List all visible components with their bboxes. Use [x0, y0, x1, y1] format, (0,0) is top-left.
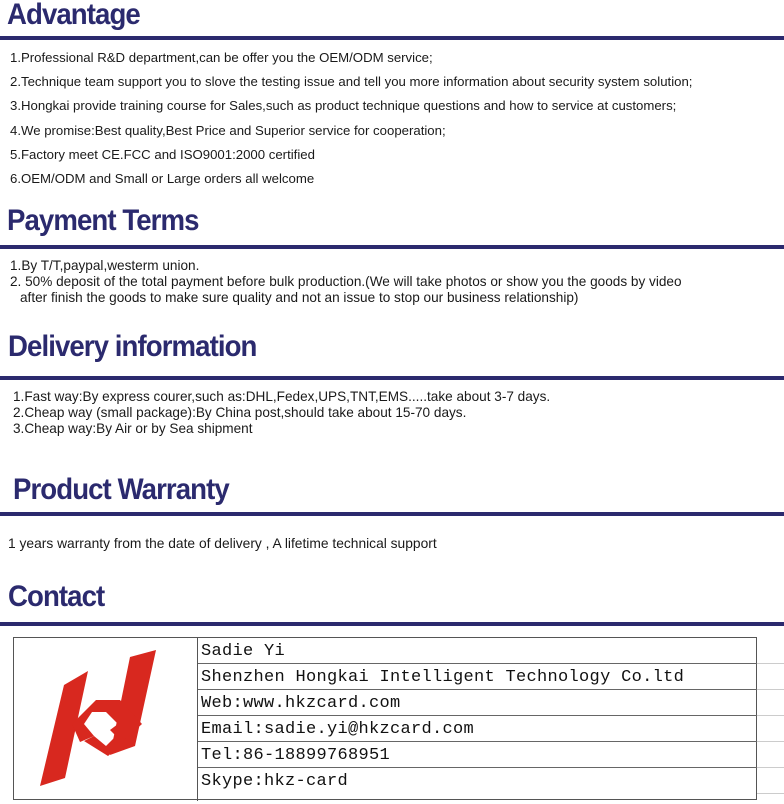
payment-divider	[0, 245, 784, 249]
list-item: 6.OEM/ODM and Small or Large orders all welcome	[10, 170, 315, 186]
grid-lines	[757, 637, 784, 800]
contact-web[interactable]: Web:www.hkzcard.com	[198, 690, 758, 716]
contact-phone: Tel:86-18899768951	[198, 742, 758, 768]
warranty-divider	[0, 512, 784, 516]
contact-name: Sadie Yi	[198, 638, 758, 664]
payment-list	[0, 258, 682, 307]
contact-divider	[0, 622, 784, 626]
list-item: 2.Cheap way (small package):By China post,should take about 15-70 days.	[13, 405, 467, 420]
delivery-heading: Delivery information	[8, 330, 257, 363]
warranty-heading: Product Warranty	[13, 473, 229, 506]
list-item: 4.We promise:Best quality,Best Price and Superior service for cooperation;	[10, 122, 446, 138]
contact-card	[13, 637, 757, 800]
list-item: 2. 50% deposit of the total payment before bulk production.(We will take photos or show you the goods by video	[10, 274, 682, 290]
list-item: 3.Cheap way:By Air or by Sea shipment	[13, 421, 253, 436]
contact-company: Shenzhen Hongkai Intelligent Technology Co.ltd	[198, 664, 758, 690]
contact-skype: Skype:hkz-card	[201, 772, 349, 791]
delivery-divider	[0, 376, 784, 380]
advantage-heading: Advantage	[7, 0, 140, 31]
list-item: 5.Factory meet CE.FCC and ISO9001:2000 certified	[10, 146, 315, 162]
payment-heading: Payment Terms	[7, 204, 199, 237]
list-item: after finish the goods to make sure quality and not an issue to stop our business relationship)	[20, 290, 579, 306]
contact-info	[198, 638, 758, 794]
list-item: 3.Hongkai provide training course for Sales,such as product technique questions and how to service at customers;	[10, 98, 677, 114]
advantage-list	[0, 46, 692, 191]
hongkai-logo-icon	[14, 638, 198, 799]
advantage-divider	[0, 36, 784, 40]
contact-heading: Contact	[8, 580, 105, 613]
list-item: 2.Technique team support you to slove the testing issue and tell you more information about security system solution;	[10, 74, 693, 90]
logo-cell	[14, 638, 198, 801]
contact-email[interactable]: Email:sadie.yi@hkzcard.com	[198, 716, 758, 742]
delivery-list	[0, 389, 550, 437]
warranty-text: 1 years warranty from the date of delivery , A lifetime technical support	[8, 536, 437, 551]
list-item: 1.By T/T,paypal,westerm union.	[10, 258, 200, 273]
list-item: 1.Professional R&D department,can be offer you the OEM/ODM service;	[10, 50, 433, 65]
list-item: 1.Fast way:By express courer,such as:DHL,Fedex,UPS,TNT,EMS.....take about 3-7 days.	[13, 389, 551, 404]
